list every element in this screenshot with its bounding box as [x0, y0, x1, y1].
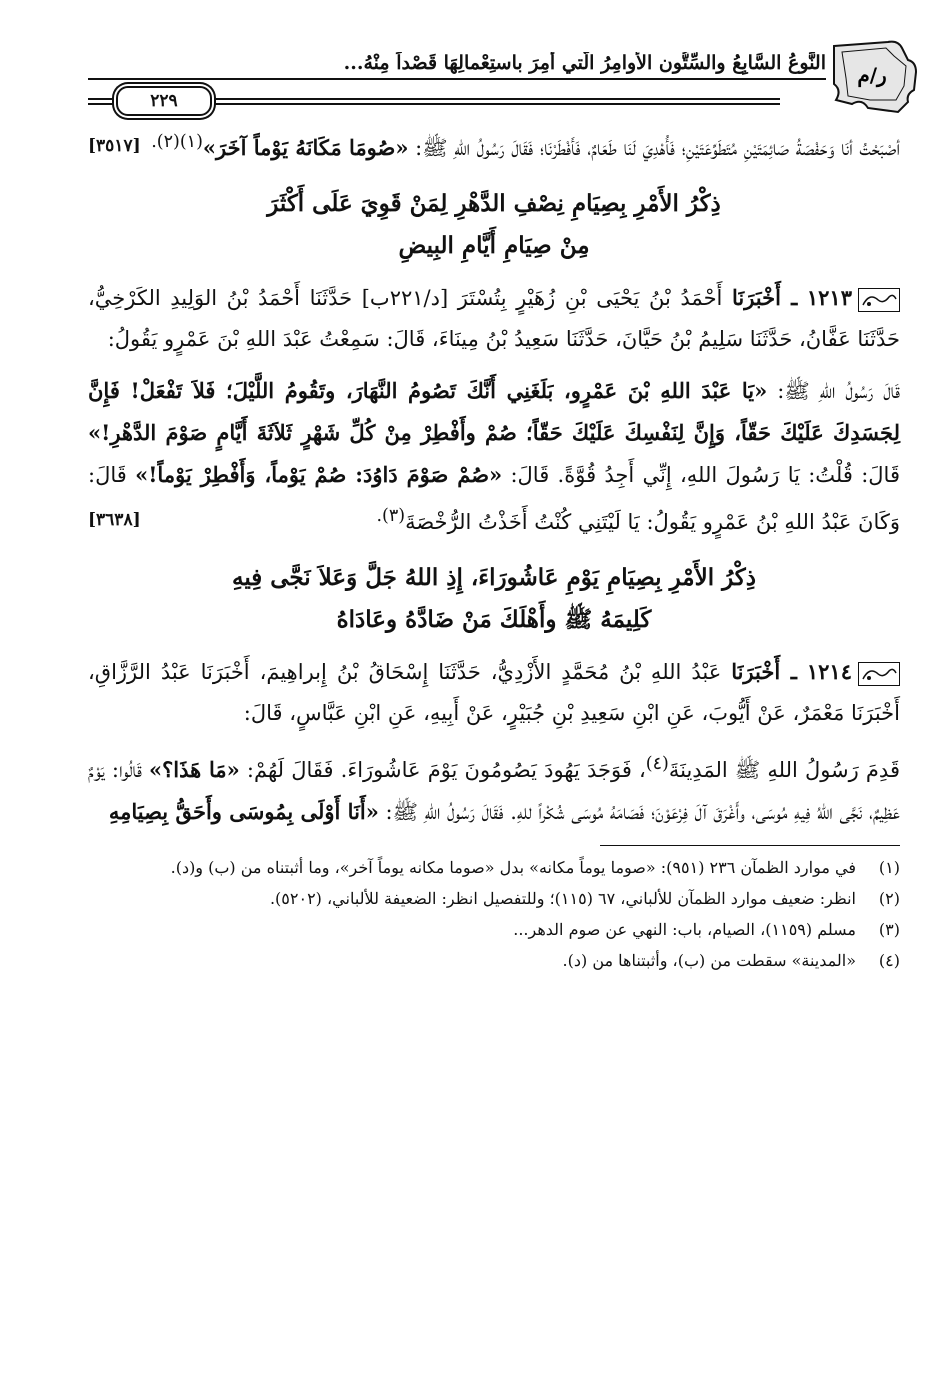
- footnote-text: «المدينة» سقطت من (ب)، وأثبتناها من (د).: [562, 951, 856, 970]
- hadith-intro: ـ أَخْبَرَنَا: [731, 285, 798, 310]
- block1-quote: «صُومَا مَكَانَهُ يَوْماً آخَرَ»: [202, 135, 409, 160]
- heading-line: ذِكْرُ الأَمْرِ بِصِيَامِ يَوْمِ عَاشُورَاءَ، إِذِ اللهُ جَلَّ وَعَلاَ نَجَّى فِيهِ: [231, 564, 756, 591]
- footnote-separator: [600, 845, 900, 846]
- matn-quote: «صُمْ صَوْمَ دَاوُدَ: صُمْ يَوْماً، وَأَفْطِرْ يَوْماً!»: [135, 462, 503, 487]
- reference-number: [٣٦٣٨]: [88, 510, 141, 530]
- footnote-text: في موارد الظمآن ٢٣٦ (٩٥١): «صوما يوماً مكانه» بدل «صوما مكانه يوماً آخر»، وما أثبتناه من (ب) و(د).: [170, 858, 856, 877]
- footnote-mark: (٤): [645, 754, 669, 774]
- footnote: [88, 916, 900, 943]
- hadith-marker-icon: [858, 662, 900, 686]
- footnote-number: (٤): [878, 951, 900, 970]
- footnote: [88, 854, 900, 881]
- footnote-number: (١): [878, 858, 900, 877]
- running-title: النَّوعُ السَّابِعُ والسِّتُّون الأَوامِرُ الّتي أُمِرَ باستِعْمالِهَا قَصْداً مِنْهُ...: [88, 52, 826, 80]
- hadith-matn: [88, 370, 900, 543]
- hadith-marker-icon: [858, 288, 900, 312]
- matn-text: قَالَ: قُلْتُ: يَا رَسُولَ اللهِ، إِنِّي أَجِدُ قُوَّةً. قَالَ:: [502, 463, 900, 487]
- hadith-intro: ـ أَخْبَرَنَا: [731, 659, 797, 684]
- corner-ornament-icon: [828, 38, 920, 116]
- book-page: [88, 38, 900, 1358]
- block1-footnote-marks: (١)(٢).: [151, 132, 203, 152]
- heading-line: كَلِيمَهُ ﷺ وأَهْلَكَ مَنْ ضَادَّهُ وعَادَاهُ: [336, 606, 652, 633]
- page-number: ٢٢٩: [116, 86, 212, 116]
- reference-number: [٣٥١٧]: [88, 136, 141, 156]
- corner-label: ر/م: [857, 63, 887, 87]
- matn-quote: «أَنَا أَوْلَى بِمُوسَى وأَحَقُّ بِصِيَامِهِ: [108, 799, 379, 824]
- hadith-number: ١٢١٣: [806, 285, 852, 310]
- heading-line: مِنْ صِيَامِ أَيَّامِ البِيضِ: [398, 232, 590, 259]
- matn-quote: «مَا هَذَا؟»: [149, 757, 240, 782]
- matn-text: قَالُوا: يَوْمٌ عَظِيمٌ، نَجَّى اللهُ فِيهِ مُوسَى، وأَغْرَقَ آلَ فِرْعَوْنَ؛ فَصَامَهُ مُوسَى شُكْراً للهِ. فَقَالَ رَسُولُ اللهِ ﷺ:: [88, 758, 900, 824]
- footnote-number: (٣): [878, 920, 900, 939]
- matn-text: قَالَ رَسُولُ اللهِ ﷺ:: [767, 379, 900, 403]
- footnote-text: مسلم (١١٥٩)، الصيام، باب: النهي عن صوم الدهر...: [513, 920, 856, 939]
- paragraph-continuation: [88, 122, 900, 169]
- heading-line: ذِكْرُ الأَمْرِ بِصِيَامِ نِصْفِ الدَّهْرِ لِمَنْ قَوِيَ عَلَى أَكْثَرَ: [267, 190, 721, 217]
- matn-text: قَدِمَ رَسُولُ اللهِ ﷺ المَدِينَةَ: [668, 758, 900, 782]
- footnote: [88, 947, 900, 974]
- page-header: [88, 38, 900, 116]
- block1-text: أصْبَحْتُ أنَا وَحَفْصَةُ صَائِمَتَيْنِ مُتَطَوِّعَتَيْنِ؛ فَأُهْدِيَ لَنَا طَعَامٌ، فَأَفْطَرْنَا؛ فَقَالَ رَسُولُ اللهِ ﷺ:: [408, 136, 900, 160]
- hadith-isnad: [88, 277, 900, 360]
- isnad-text: أَحْمَدُ بْنُ يَحْيَى بْنِ زُهَيْرٍ بِتُسْتَرَ [د/٢٢١ب] حَدَّثَنَا أَحْمَدُ بْنُ الوَلِيدِ الكَرْخِيُّ، حَدَّثَنَا عَفَّانُ، حَدَّثَنَا سَلِيمُ بْنُ حَيَّانَ، حَدَّثَنَا سَعِيدُ بْنُ مِينَاءَ، قَالَ: سَمِعْتُ عَبْدَ اللهِ بْنَ عَمْرٍو يَقُولُ:: [88, 286, 900, 351]
- section-heading-2: [88, 557, 900, 641]
- page-number-row: [88, 88, 780, 114]
- matn-quote: «يَا عَبْدَ اللهِ بْنَ عَمْرٍو، بَلَغَنِي أَنَّكَ تَصُومُ النَّهَارَ، وتَقُومُ اللَّيْلَ؛ فَلاَ تَفْعَلْ! فَإِنَّ لِجَسَدِكَ عَلَيْكَ حَقّاً، وَإِنَّ لِنَفْسِكَ عَلَيْكَ حَقّاً؛ صُمْ وأَفْطِرْ مِنْ كُلِّ شَهْرٍ ثَلاَثَةَ أَيَّامٍ صَوْمَ الدَّهْرِ!»: [88, 378, 900, 445]
- matn-text: ، فَوَجَدَ يَهُودَ يَصُومُونَ يَوْمَ عَاشُورَاءَ. فَقَالَ لَهُمْ:: [239, 758, 646, 782]
- isnad-text: عَبْدُ اللهِ بْنُ مُحَمَّدٍ الأَزْدِيُّ، حَدَّثَنَا إِسْحَاقُ بْنُ إِبراهِيمَ، أَخْبَرَنَا عَبْدُ الرَّزَّاقِ، أَخْبَرَنَا مَعْمَرٌ، عَنْ أَيُّوبَ، عَنِ ابْنِ سَعِيدِ بْنِ جُبَيْرٍ، عَنْ أَبِيهِ، عَنِ ابْنِ عَبَّاسٍ، قَالَ:: [88, 660, 900, 725]
- footnote-number: (٢): [878, 889, 900, 908]
- hadith-number: ١٢١٤: [806, 659, 852, 684]
- hadith-isnad: [88, 651, 900, 734]
- section-heading-1: [88, 183, 900, 267]
- footnotes: [88, 854, 900, 974]
- hadith-matn: [88, 744, 900, 833]
- matn-text: قَالَ: وَكَانَ عَبْدُ اللهِ بْنُ عَمْرٍو يَقُولُ: يَا لَيْتَنِي كُنْتُ أَخَذْتُ الرُّخْصَةَ: [88, 463, 900, 534]
- footnote-mark: (٣).: [376, 506, 406, 526]
- footnote: [88, 885, 900, 912]
- footnote-text: انظر: ضعيف موارد الظمآن للألباني، ٦٧ (١١٥)؛ وللتفصيل انظر: الضعيفة للألباني، (٥٢٠٢).: [269, 889, 856, 908]
